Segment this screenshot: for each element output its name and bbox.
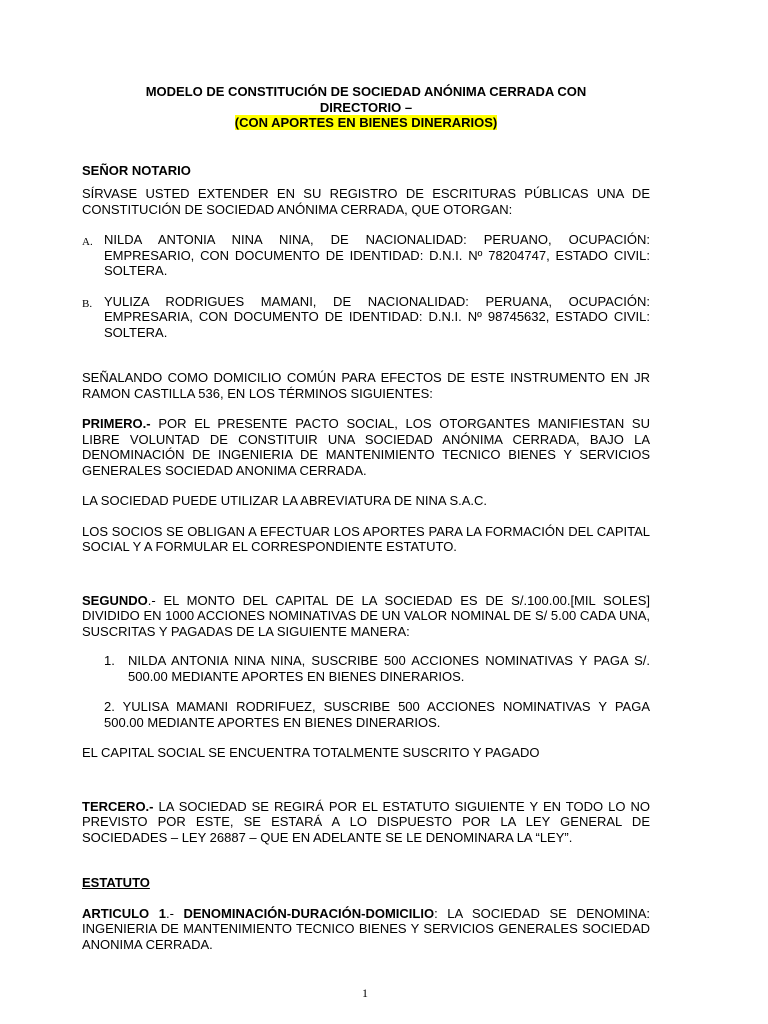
- articulo-1-label: ARTICULO 1: [82, 905, 166, 921]
- articulo-1-text: : LA SOCIEDAD SE DENOMINA: INGENIERIA DE MANTENIMIENTO TECNICO BIENES Y SERVICIOS GENERALES SOCIEDAD ANONIMA CERRADA.: [82, 905, 651, 952]
- suscripcion-item-1: [82, 653, 650, 684]
- articulo-1: [82, 906, 650, 953]
- segundo-text: .- EL MONTO DEL CAPITAL DE LA SOCIEDAD ES DE S/.100.00.[MIL SOLES] DIVIDIDO EN 1000 ACCIONES NOMINATIVAS DE UN VALOR NOMINAL DE S/ 5.00 CADA UNA, SUSCRITAS Y PAGADAS DE LA SIGUIENTE MANERA:: [82, 592, 650, 639]
- segundo-clause: [82, 593, 650, 640]
- abreviatura-paragraph: LA SOCIEDAD PUEDE UTILIZAR LA ABREVIATURA DE NINA S.A.C.: [82, 493, 488, 508]
- suscripcion-number-1: 1.: [104, 653, 115, 668]
- tercero-text: LA SOCIEDAD SE REGIRÁ POR EL ESTATUTO SIGUIENTE Y EN TODO LO NO PREVISTO POR ESTE, SE ESTARÁ A LO DISPUESTO POR LA LEY GENERAL DE SOCIEDADES – LEY 26887 – QUE EN ADELANTE SE LE DENOMINARA LA “LEY”.: [82, 798, 650, 845]
- primero-text: POR EL PRESENTE PACTO SOCIAL, LOS OTORGANTES MANIFIESTAN SU LIBRE VOLUNTAD DE CONSTITUIR UNA SOCIEDAD ANÓNIMA CERRADA, BAJO LA DENOMINACIÓN DE INGENIERIA DE MANTENIMIENTO TECNICO BIENES Y SERVICIOS GENERALES SOCIEDAD ANONIMA CERRADA.: [82, 416, 650, 478]
- title-line-2: DIRECTORIO –: [319, 99, 413, 115]
- capital-pagado-paragraph: EL CAPITAL SOCIAL SE ENCUENTRA TOTALMENTE SUSCRITO Y PAGADO: [82, 745, 540, 760]
- page-number: 1: [362, 986, 368, 1000]
- otorgante-a-text: NILDA ANTONIA NINA NINA, DE NACIONALIDAD: PERUANO, OCUPACIÓN: EMPRESARIO, CON DOCUMENTO DE IDENTIDAD: D.N.I. Nº 78204747, ESTADO CIVIL: SOLTERA.: [104, 232, 650, 278]
- otorgante-b-text: YULIZA RODRIGUES MAMANI, DE NACIONALIDAD: PERUANA, OCUPACIÓN: EMPRESARIA, CON DOCUMENTO DE IDENTIDAD: D.N.I. Nº 98745632, ESTADO CIVIL: SOLTERA.: [104, 293, 650, 340]
- estatuto-heading: ESTATUTO: [82, 875, 150, 890]
- suscripcion-item-2: 2. YULISA MAMANI RODRIFUEZ, SUSCRIBE 500 ACCIONES NOMINATIVAS Y PAGA 500.00 MEDIANTE APORTES EN BIENES DINERARIOS.: [104, 699, 650, 730]
- title-line-3-highlighted: (CON APORTES EN BIENES DINERARIOS): [234, 115, 498, 130]
- salutation: SEÑOR NOTARIO: [82, 162, 191, 178]
- document-page: [82, 84, 650, 952]
- list-marker-b: B.: [82, 297, 93, 310]
- tercero-clause: [82, 799, 650, 846]
- primero-label: PRIMERO.-: [82, 416, 151, 431]
- tercero-label: TERCERO.-: [82, 798, 154, 814]
- list-marker-a: A.: [82, 236, 93, 248]
- articulo-1-subject: DENOMINACIÓN-DURACIÓN-DOMICILIO: [183, 905, 435, 921]
- otorgante-b: [82, 294, 650, 341]
- segundo-label: SEGUNDO: [82, 592, 148, 608]
- otorgante-a: [82, 232, 650, 279]
- suscripcion-text-1: NILDA ANTONIA NINA NINA, SUSCRIBE 500 ACCIONES NOMINATIVAS Y PAGA S/. 500.00 MEDIANTE APORTES EN BIENES DINERARIOS.: [128, 653, 650, 684]
- primero-clause: [82, 416, 650, 478]
- intro-paragraph: SÍRVASE USTED EXTENDER EN SU REGISTRO DE ESCRITURAS PÚBLICAS UNA DE CONSTITUCIÓN DE SOCIEDAD ANÓNIMA CERRADA, QUE OTORGAN:: [82, 186, 650, 217]
- domicilio-paragraph: SEÑALANDO COMO DOMICILIO COMÚN PARA EFECTOS DE ESTE INSTRUMENTO EN JR RAMON CASTILLA 536, EN LOS TÉRMINOS SIGUIENTES:: [82, 370, 650, 401]
- articulo-1-separator: .-: [165, 905, 184, 921]
- title-line-1: MODELO DE CONSTITUCIÓN DE SOCIEDAD ANÓNIMA CERRADA CON: [145, 84, 587, 99]
- socios-paragraph: LOS SOCIOS SE OBLIGAN A EFECTUAR LOS APORTES PARA LA FORMACIÓN DEL CAPITAL SOCIAL Y A FORMULAR EL CORRESPONDIENTE ESTATUTO.: [82, 523, 650, 554]
- document-title: [82, 84, 650, 131]
